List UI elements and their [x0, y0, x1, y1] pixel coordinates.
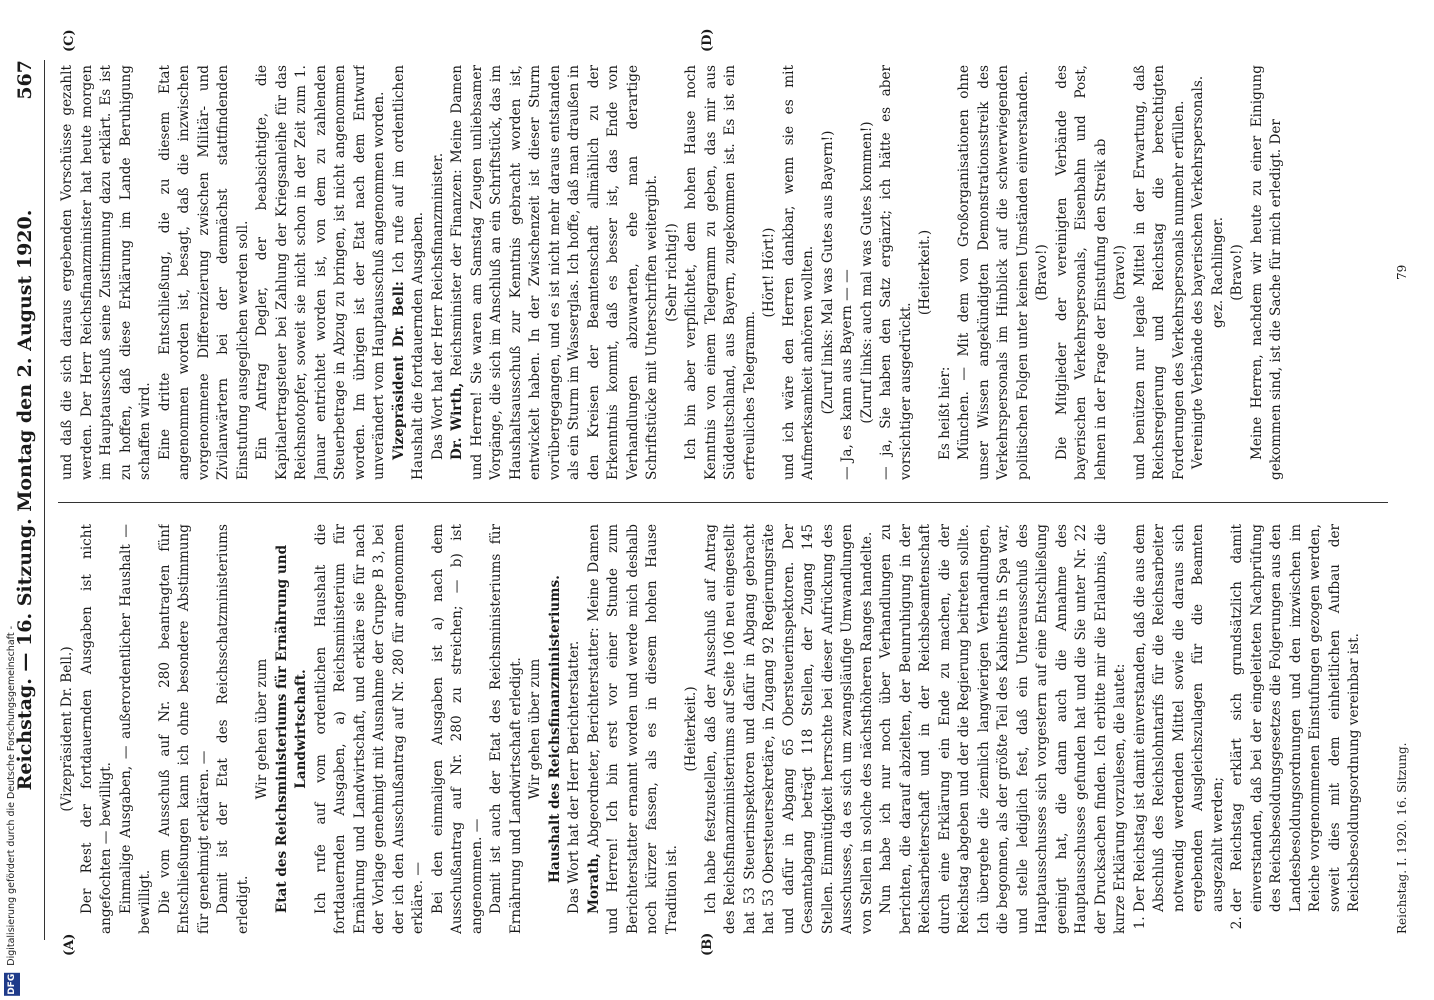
speech-text: Abgeordneter, Berichterstatter: Meine Damen und Herren! Ich bin erst vor einer Stunde zum Berichterstatter ernannt worden und werde mich deshalb noch kürzer fassen, als es in diesem hohen Hause Tradition ist. — [585, 524, 680, 934]
paragraph: Ein Antrag Degler, der beabsichtigte, die Kapitalertragsteuer bei Zahlung der Kriegsanleihe für das Reichsnotopfer, soweit sie nicht schon in der Zeit zum 1. Januar entrichtet worden ist, von dem zu zahlenden Steuerbetrage in Abzug zu bringen, ist nicht angenommen worden. Im übrigen ist der Etat nach dem Entwurf unverändert vom Hauptausschuß angenommen worden. — [254, 65, 387, 480]
telegram-paragraph: München. — Mit dem von Großorganisationen ohne unser Wissen angekündigten Demonstrationsstreik des Verkehrspersonals im Hinblick auf die schwerwiegenden politischen Folgen unter keinen Umständen einverstanden. — [956, 65, 1031, 480]
paragraph: Das Wort hat der Herr Reichsfinanzminister. — [429, 152, 446, 460]
paragraph: Ich bin aber verpflichtet, dem hohen Hause noch Kenntnis von einem Telegramm zu geben, das mir aus Süddeutschland, aus Bayern, zugekommen ist. Es ist ein erfreuliches Telegramm. — [683, 65, 758, 480]
interjection: (Bravo!) — [1229, 244, 1245, 301]
running-head: Reichstag. — 16. Sitzung. Montag den 2. August 1920. — [14, 209, 36, 791]
paragraph: Ich habe festzustellen, daß der Ausschuß auf Antrag des Reichsfinanzministeriums auf Seite 106 neu eingestellt hat 53 Steuerinspektoren und dafür in Abgang gebracht hat 53 Obersteuersekretäre, in Zugang 92 Regierungsräte und dafür in Abgang 65 Obersteuerinspektoren. Der Gesamtabgang beträgt 118 Stellen, der Zugang 145 Stellen. Einmütigkeit herrschte bei dieser Aufrückung des Ausschusses, da es sich um zwangsläufige Umwandlungen von Stellen in solche des nächsthöheren Ranges handelte. — [702, 524, 875, 934]
paragraph: Damit ist der Etat des Reichsschatzministeriums erledigt. — [215, 524, 251, 934]
paragraph: Eine dritte Entschließung, die zu diesem Etat angenommen worden ist, besagt, daß die inzwischen vorgenommene Differenzierung zwischen Militär- und Zivilanwärtern bei der demnächst stattfindenden Einstufung ausgeglichen werden soll. — [156, 65, 251, 480]
column-divider — [58, 502, 1388, 503]
page-number: 567 — [14, 60, 36, 100]
speaker-name: Dr. Wirth, — [449, 382, 465, 460]
paragraph: Der Rest der fortdauernden Ausgaben ist nicht angefochten — bewilligt. — [78, 524, 114, 934]
paragraph: Nun habe ich nur noch über Verhandlungen zu berichten, die darauf abzielten, der Beunruhigung in der Reichsarbeiterschaft und in der Reichsbeamtenschaft durch eine Erklärung ein Ende zu machen, die der Reichstag abgeben und der die Regierung beitreten sollte. Ich übergehe die ziemlich langwierigen Verhandlungen, die begonnen, als der größte Teil des Kabinetts in Spa war, und stelle lediglich fest, daß ein Unterausschuß des Hauptausschusses sich vorgestern auf eine Entschließung geeinigt hat, die dann auch die Annahme des Hauptausschusses gefunden hat und die Sie unter Nr. 22 der Drucksachen finden. Ich erbitte mir die Erlaubnis, die kurze Erklärung vorzulesen, die lautet: — [878, 524, 1128, 934]
interjection: (bravo!) — [1112, 244, 1128, 301]
margin-marker-d: (D) — [700, 28, 715, 52]
section-heading: Haushalt des Reichsfinanzministeriums. — [546, 575, 563, 883]
transition-text: Wir gehen über zum — [254, 658, 270, 800]
paragraph: — Ja, es kann aus Bayern — — — [839, 269, 855, 480]
resolution-list — [1131, 524, 1365, 934]
telegram-paragraph: Die Mitglieder der vereinigten Verbände des bayerischen Verkehrspersonals, Eisenbahn und Post, lehnen in der Frage der Einstufung den Streik ab — [1053, 65, 1109, 480]
interjection: (Heiterkeit.) — [917, 229, 933, 316]
speech-paragraph — [448, 65, 663, 480]
speaker-name: Vizepräsident Dr. Bell: — [390, 281, 407, 460]
section-heading: Etat des Reichsministeriums für Ernährung und Landwirtschaft. — [273, 544, 309, 914]
footer-signature-line: Reichstag. I. 1920. 16. Sitzung. — [1395, 742, 1409, 934]
paragraph: Es heißt hier: — [936, 366, 953, 460]
speaker-prefix: (Vizepräsident Dr. Bell.) — [59, 646, 75, 812]
interjection: (Zuruf links: auch mal was Gutes kommen!) — [858, 121, 875, 424]
paragraph: Das Wort hat der Herr Berichterstatter. — [566, 640, 582, 914]
speech-paragraph — [390, 65, 429, 480]
interjection: (Hört! Hört!) — [761, 227, 777, 318]
list-item: 2. der Reichstag erklärt sich grundsätzlich damit einverstanden, daß bei der eingeleiteten Nachprüfung des Reichsbesoldungsgesetzes die Folgerungen aus den Landesbesoldungsordnungen und den inzwischen im Reiche vorgenommenen Einstufungen gezogen werden, soweit dies mit dem einheitlichen Aufbau der Reichsbesoldungsordnung vereinbar ist. — [1228, 524, 1365, 912]
right-column — [58, 65, 1388, 480]
margin-marker-a: (A) — [62, 933, 77, 956]
interjection: (Sehr richtig!) — [663, 223, 680, 322]
header-rule — [44, 60, 45, 940]
speech-paragraph — [585, 524, 683, 934]
interjection: (Heiterkeit.) — [683, 686, 699, 772]
speaker-name: Morath, — [585, 853, 602, 914]
margin-marker-c: (C) — [62, 29, 77, 52]
dfg-logo: DFG — [4, 973, 20, 996]
digitization-note — [4, 626, 20, 996]
speech-text: Reichsminister der Finanzen: Meine Damen und Herren! Sie waren am Samstag Zeugen unliebsamer Vorgänge, die sich im Anschluß an ein Schriftstück, das im Haushaltsausschuß zur Kenntnis gebracht worden ist, entwickelt haben. In der Zwischenzeit ist dieser Sturm vorübergegangen, und es ist nicht mehr daraus entstanden als ein Sturm im Wasserglas. Ich hoffe, daß man draußen in den Kreisen der Beamtenschaft allmählich zu der Erkenntnis kommt, daß es besser ist, das Ende von Verhandlungen abzuwarten, ehe man derartige Schriftstücke mit Unterschriften weitergibt. — [449, 65, 660, 480]
footer-sheet-number: 79 — [1395, 264, 1409, 280]
telegram-signature: gez. Rachlinger. — [1209, 216, 1226, 329]
list-item: 1. Der Reichstag ist damit einverstanden, daß die aus dem Abschluß des Reichslohntarifs für die Reichsarbeiter notwendig werdenden Mittel sowie die daraus sich ergebenden Ausgleichszulagen für die Beamten ausgezahlt werden; — [1131, 524, 1229, 912]
interjection: (Zuruf links: Mal was Gutes aus Bayern!) — [819, 130, 836, 415]
paragraph: Meine Herren, nachdem wir heute zu einer Einigung gekommen sind, ist die Sache für mich erledigt. Der — [1248, 65, 1284, 480]
interjection: (Bravo!) — [1034, 244, 1050, 301]
margin-marker-b: (B) — [700, 932, 715, 956]
paragraph: Einmalige Ausgaben, — außerordentlicher Haushalt — bewilligt. — [117, 524, 153, 934]
left-column — [58, 524, 1388, 934]
telegram-signature: Vereinigte Verbände des bayerischen Verkehrspersonals. — [1190, 75, 1206, 470]
paragraph: und ich wäre den Herren dankbar, wenn sie es mit Aufmerksamkeit anhören wollten. — [780, 65, 816, 480]
transition-text: Wir gehen über zum — [527, 658, 543, 800]
speech-text: Ich rufe auf im ordentlichen Haushalt die fortdauernden Ausgaben. — [390, 65, 426, 480]
paragraph: Die vom Ausschuß auf Nr. 280 beantragten fünf Entschließungen kann ich ohne besondere Abstimmung für genehmigt erklären. — — [156, 524, 212, 934]
paragraph: Ich rufe auf vom ordentlichen Haushalt die fortdauernden Ausgaben, a) Reichsministerium für Ernährung und Landwirtschaft, und erkläre sie für nach der Vorlage genehmigt mit Ausnahme der Gruppe B 3, bei der ich den Ausschußantrag auf Nr. 280 für angenommen erkläre. — — [312, 524, 426, 934]
paragraph: und daß die sich daraus ergebenden Vorschüsse gezahlt werden. Der Herr Reichsfinanzminister hat heute morgen im Hauptausschuß seine Zustimmung dazu erklärt. Es ist zu hoffen, daß diese Erklärung im Lande Beruhigung schaffen wird. — [59, 65, 153, 480]
paragraph: Damit ist auch der Etat des Reichsministeriums für Ernährung und Landwirtschaft erledigt. — [488, 524, 524, 934]
paragraph: — ja, Sie haben den Satz ergänzt; ich hätte es aber vorsichtiger ausgedrückt. — [878, 65, 914, 480]
telegram-paragraph: und benützen nur legale Mittel in der Erwartung, daß Reichsregierung und Reichstag die berechtigten Forderungen des Verkehrspersonals nunmehr erfüllen. — [1131, 65, 1187, 480]
digitization-text: Digitalisierung gefördert durch die Deutsche Forschungsgemeinschaft - — [6, 626, 17, 966]
paragraph: Bei den einmaligen Ausgaben ist a) nach dem Ausschußantrag auf Nr. 280 zu streichen; — b) ist angenommen. — — [429, 524, 485, 934]
